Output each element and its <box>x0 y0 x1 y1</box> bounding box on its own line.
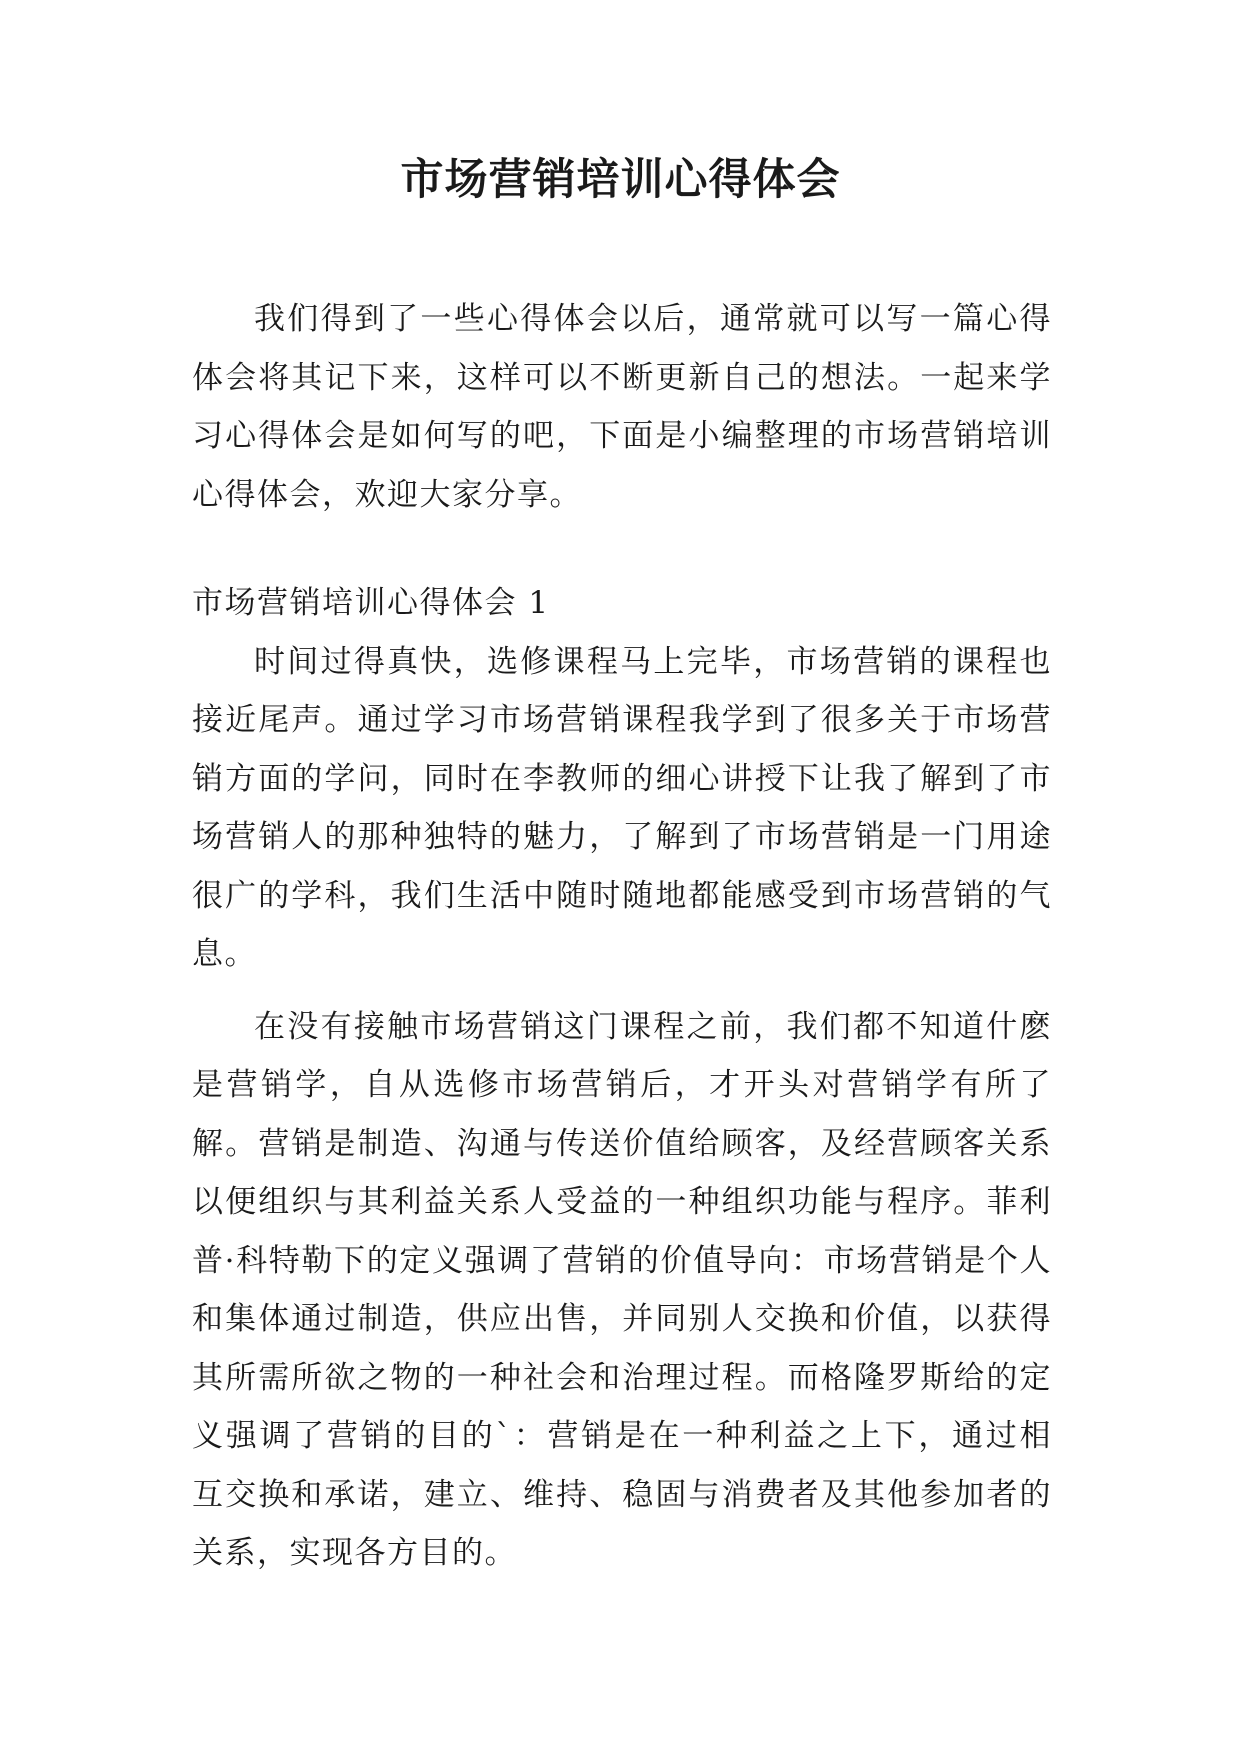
body-paragraph-2: 在没有接触市场营销这门课程之前，我们都不知道什麽是营销学，自从选修市场营销后，才开头对营销学有所了解。营销是制造、沟通与传送价值给顾客，及经营顾客关系以便组织与其利益关系人受益的一种组织功能与程序。菲利普·科特勒下的定义强调了营销的价值导向：市场营销是个人和集体通过制造，供应出售，并同别人交换和价值，以获得其所需所欲之物的一种社会和治理过程。而格隆罗斯给的定义强调了营销的目的`：营销是在一种利益之上下，通过相互交换和承诺，建立、维持、稳固与消费者及其他参加者的关系，实现各方目的。 <box>192 1008 1052 1571</box>
document-title: 市场营销培训心得体会 <box>400 155 841 205</box>
body-paragraph-1: 时间过得真快，选修课程马上完毕，市场营销的课程也接近尾声。通过学习市场营销课程我学到了很多关于市场营销方面的学问，同时在李教师的细心讲授下让我了解到了市场营销人的那种独特的魅力，了解到了市场营销是一门用途很广的学科，我们生活中随时随地都能感受到市场营销的气息。 <box>192 643 1052 972</box>
intro-paragraph: 我们得到了一些心得体会以后，通常就可以写一篇心得体会将其记下来，这样可以不断更新自己的想法。一起来学习心得体会是如何写的吧，下面是小编整理的市场营销培训心得体会，欢迎大家分享。 <box>192 301 1052 513</box>
section-heading: 市场营销培训心得体会 1 <box>192 585 550 621</box>
document-body <box>192 290 1052 1583</box>
